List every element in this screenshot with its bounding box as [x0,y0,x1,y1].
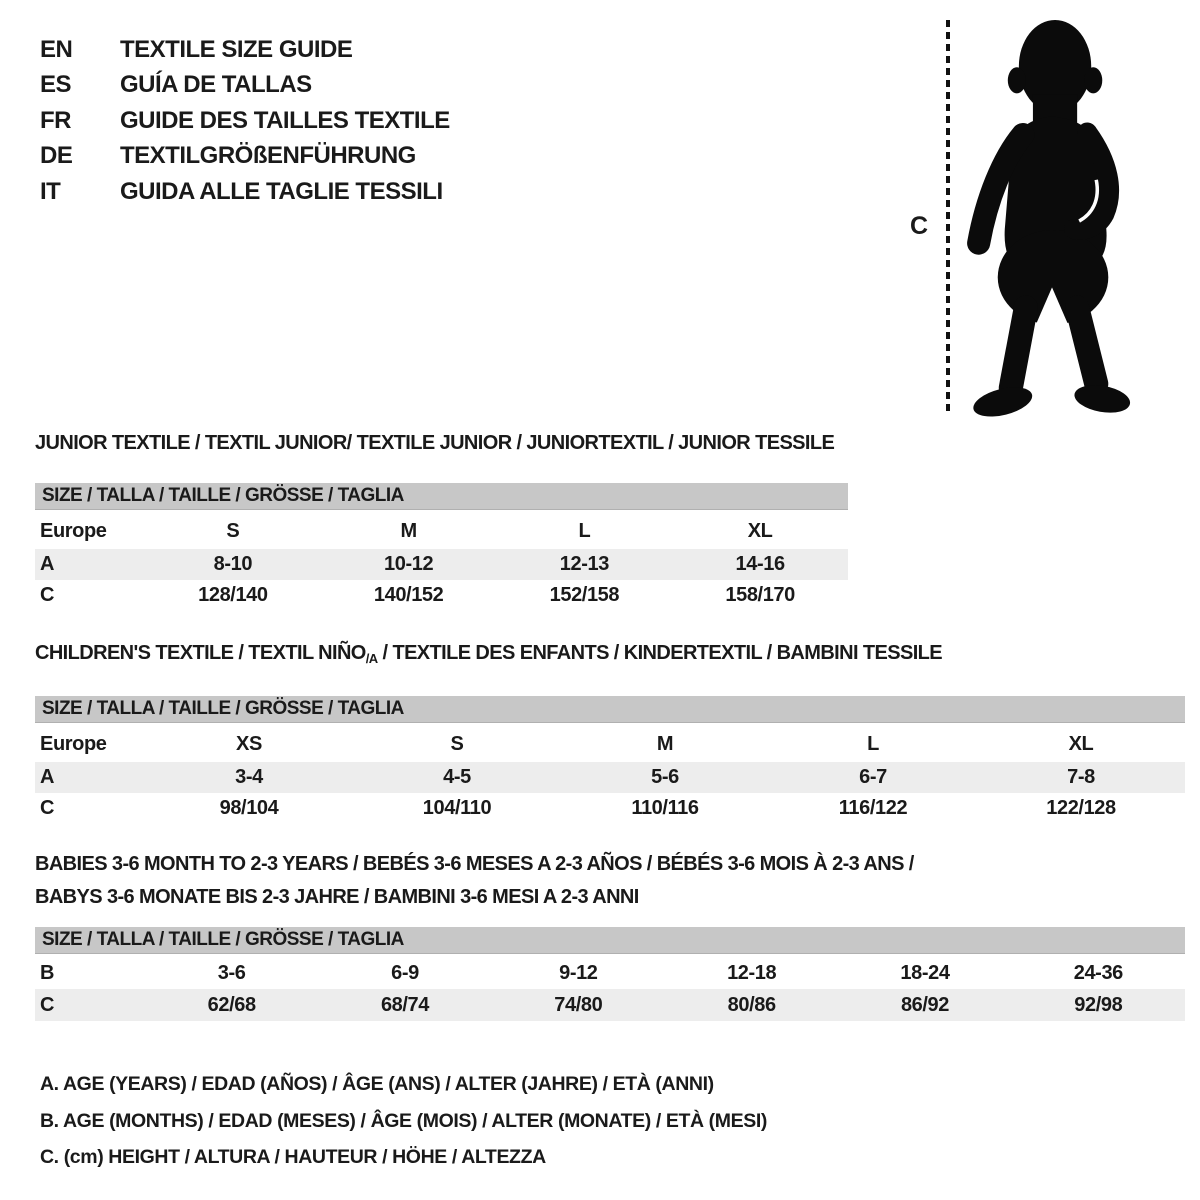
language-title: GUÍA DE TALLAS [120,71,312,99]
table-cell: S [450,732,464,755]
section-heading-block [35,848,1185,914]
note-age-months: B. AGE (MONTHS) / EDAD (MESES) / ÂGE (MOIS) / ALTER (MONATE) / ETÀ (MESI) [40,1109,767,1132]
table-cell: 12-13 [559,553,609,575]
table-cell: 92/98 [1074,993,1123,1016]
height-measure-label: C [910,212,929,240]
height-measure-line [946,20,950,416]
language-code: EN [40,35,73,63]
babies-size-table [35,927,1185,1021]
table-cell: 9-12 [559,961,598,984]
row-label: C [40,797,55,819]
row-label: Europe [40,519,107,542]
table-cell: 140/152 [373,584,444,606]
junior-size-table [35,483,848,611]
table-cell: 68/74 [380,993,430,1016]
table-cell: 116/122 [838,797,908,819]
heading-text: / TEXTILE DES ENFANTS / KINDERTEXTIL / BAMBINI TESSILE [377,642,943,664]
table-cell: XL [1068,732,1094,755]
section-heading: JUNIOR TEXTILE / TEXTIL JUNIOR/ TEXTILE JUNIOR / JUNIORTEXTIL / JUNIOR TESSILE [35,432,835,454]
table-cell: 5-6 [651,766,679,788]
table-cell: 3-6 [217,961,246,984]
table-cell: 122/128 [1046,797,1116,819]
table-cell: 10-12 [384,553,434,575]
row-label: C [40,584,55,606]
table-row [35,989,1185,1021]
section-childrens-textile [35,640,1185,824]
language-title: TEXTILE SIZE GUIDE [120,35,353,63]
row-label: C [40,993,55,1016]
table-cell: XS [236,732,262,755]
table-header-bar: SIZE / TALLA / TAILLE / GRÖSSE / TAGLIA [35,483,848,510]
language-row-it [40,174,450,210]
section-heading-line2: BABYS 3-6 MONATE BIS 2-3 JAHRE / BAMBINI 3-6 MESI A 2-3 ANNI [35,886,639,908]
table-cell: M [656,732,674,755]
section-junior-textile [35,430,848,611]
table-cell: 98/104 [219,797,279,819]
table-row [35,513,848,549]
section-heading [35,640,1185,672]
row-label: B [40,961,55,984]
row-label: Europe [40,732,107,755]
table-cell: S [226,519,240,542]
language-row-en [40,32,450,68]
table-cell: M [400,519,417,542]
table-row [35,549,848,580]
heading-subscript: /A [365,651,378,666]
table-row [35,957,1185,989]
table-cell: 18-24 [900,961,950,984]
language-code: FR [40,106,71,134]
language-row-de [40,139,450,175]
table-cell: 104/110 [422,797,492,819]
table-cell: 62/68 [207,993,256,1016]
table-row [35,762,1185,793]
table-row [35,793,1185,824]
toddler-silhouette-icon [962,16,1134,418]
language-code: DE [40,142,73,170]
row-label: A [40,553,55,575]
table-header-bar: SIZE / TALLA / TAILLE / GRÖSSE / TAGLIA [35,927,1185,954]
table-cell: 6-9 [391,961,419,984]
table-cell: 128/140 [198,584,268,606]
table-header-bar: SIZE / TALLA / TAILLE / GRÖSSE / TAGLIA [35,696,1185,723]
table-cell: 14-16 [735,553,785,575]
language-row-es [40,68,450,104]
table-cell: L [578,519,591,542]
table-cell: 12-18 [727,961,777,984]
language-code: ES [40,71,72,99]
legend-notes [40,1066,767,1176]
table-cell: 8-10 [213,553,253,575]
table-cell: 86/92 [900,993,950,1016]
table-cell: 158/170 [725,584,795,606]
table-cell: 110/116 [631,797,699,819]
section-heading-line1: BABIES 3-6 MONTH TO 2-3 YEARS / BEBÉS 3-6 MESES A 2-3 AÑOS / BÉBÉS 3-6 MOIS À 2-3 ANS / [35,853,914,875]
children-size-table [35,696,1185,824]
table-cell: 74/80 [554,993,603,1016]
language-list [40,32,450,210]
table-cell: XL [747,519,773,542]
table-cell: 3-4 [235,766,263,788]
language-title: GUIDE DES TAILLES TEXTILE [120,106,450,134]
section-babies-textile [35,848,1185,1021]
note-age-years: A. AGE (YEARS) / EDAD (AÑOS) / ÂGE (ANS) / ALTER (JAHRE) / ETÀ (ANNI) [40,1073,714,1095]
heading-text: CHILDREN'S TEXTILE / TEXTIL NIÑO [35,642,366,664]
row-label: A [40,766,55,788]
table-cell: 6-7 [859,766,887,788]
table-cell: 152/158 [549,584,620,606]
language-title: TEXTILGRÖßENFÜHRUNG [120,142,416,170]
table-cell: 80/86 [727,993,776,1016]
table-cell: 7-8 [1067,766,1095,788]
language-code: IT [40,177,61,205]
table-cell: 24-36 [1073,961,1123,984]
language-row-fr [40,103,450,139]
language-title: GUIDA ALLE TAGLIE TESSILI [120,177,443,205]
note-height-cm: C. (cm) HEIGHT / ALTURA / HAUTEUR / HÖHE / ALTEZZA [40,1146,546,1168]
table-row [35,580,848,611]
table-row [35,726,1185,762]
table-cell: L [867,732,879,755]
table-cell: 4-5 [443,766,471,788]
